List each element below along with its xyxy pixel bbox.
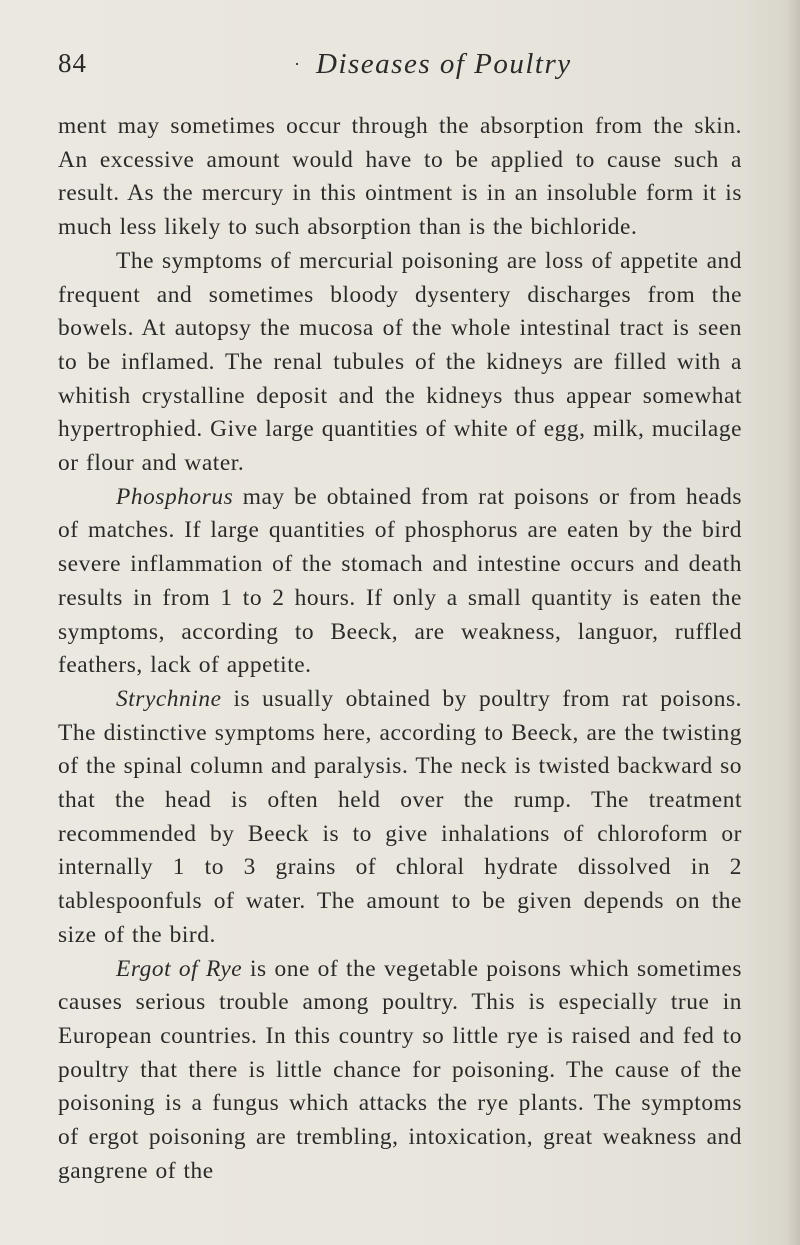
page-edge-shadow (786, 0, 800, 1245)
page-header (58, 48, 748, 88)
page-number: 84 (58, 48, 87, 78)
paragraph-lead-term: Ergot of Rye (116, 955, 243, 982)
body-text (58, 110, 742, 1189)
paragraph-mercurial-symptoms (58, 245, 742, 481)
paragraph-text: is usually obtained by poultry from rat poisons. The distinctive symptoms here, according to Beeck, are the twisting of the spinal column and paralysis. The neck is twisted backward so that the head is often held over the rump. The treatment recommended by Beeck is to give inhalations of chloroform or internally 1 to 3 grains of chloral hydrate dissolved in 2 tablespoonfuls of water. The amount to be given depends on the size of the bird. (58, 685, 743, 948)
running-title: Diseases of Poultry (316, 48, 572, 80)
paragraph-text: ment may sometimes occur through the absorption from the skin. An excessive amount would have to be applied to cause such a result. As the mercury in this ointment is in an insoluble form it is much less likely to such absorption than is the bichloride. (58, 113, 742, 241)
paragraph-phosphorus (58, 481, 742, 683)
paragraph-lead-term: Phosphorus (116, 483, 234, 510)
paragraph-text: is one of the vegetable poisons which sometimes causes serious trouble among poultry. This is especially true in European countries. In this country so little rye is raised and fed to poultry that there is little chance for poisoning. The cause of the poisoning is a fungus which attacks the rye plants. The symptoms of ergot poisoning are trembling, intoxication, great weakness and gangrene of the (58, 955, 742, 1184)
paragraph-lead-term: Strychnine (116, 685, 222, 712)
paragraph-text: The symptoms of mercurial poisoning are loss of appetite and frequent and sometimes bloody dysentery discharges from the bowels. At autopsy the mucosa of the whole intestinal tract is seen to be inflamed. The renal tubules of the kidneys are filled with a whitish crystalline deposit and the kidneys thus appear somewhat hypertrophied. Give large quantities of white of egg, milk, mucilage or flour and water. (58, 247, 742, 477)
paragraph-ergot-of-rye (58, 953, 742, 1189)
header-ornament: · (294, 54, 300, 74)
paragraph-text: may be obtained from rat poisons or from heads of matches. If large quantities of phosphorus are eaten by the bird severe inflammation of the stomach and intestine occurs and death results in from 1 to 2 hours. If only a small quantity is eaten the symptoms, according to Beeck, are weakness, languor, ruffled feathers, lack of appetite. (58, 483, 742, 679)
paragraph-mercury-absorption (58, 110, 742, 245)
paragraph-strychnine (58, 683, 742, 953)
